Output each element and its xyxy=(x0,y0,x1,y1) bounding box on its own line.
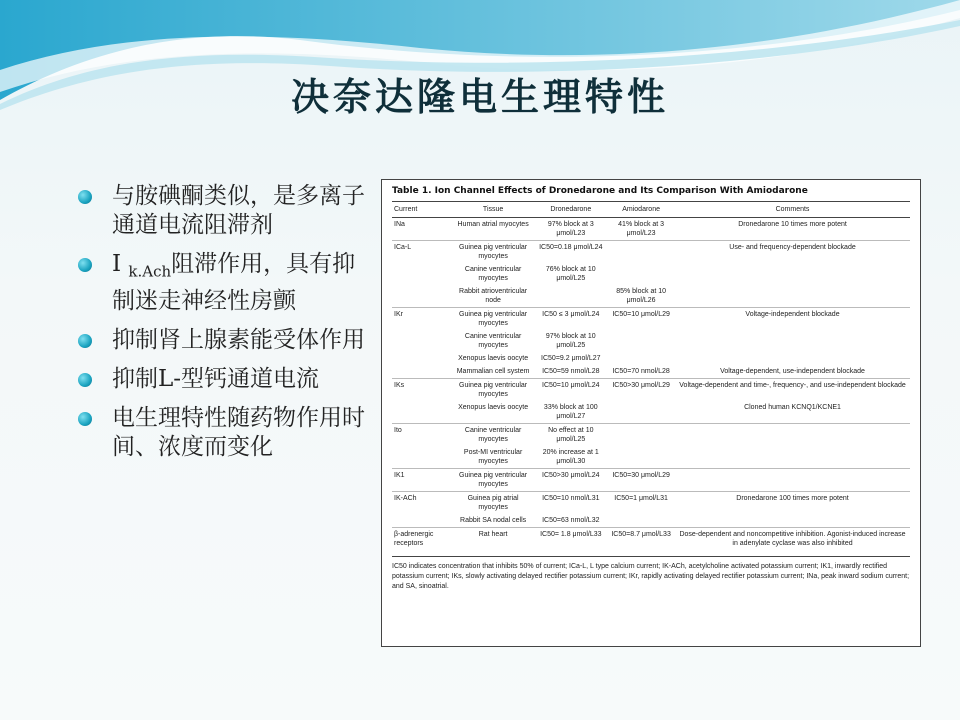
table-cell: IC50=1 μmol/L31 xyxy=(607,492,675,515)
table-row xyxy=(392,528,910,551)
table-row xyxy=(392,308,910,331)
table-row xyxy=(392,514,910,528)
table-cell: 33% block at 100 μmol/L27 xyxy=(543,404,598,420)
table-row xyxy=(392,263,910,285)
table-cell: Mammalian cell system xyxy=(456,368,530,375)
table-cell: Dronedarone 100 times more potent xyxy=(675,492,910,515)
table-cell: Post-MI ventricular myocytes xyxy=(463,449,523,465)
table-row xyxy=(392,492,910,515)
table-cell xyxy=(675,514,910,528)
table-row xyxy=(392,241,910,264)
bullet-item: 抑制肾上腺素能受体作用 xyxy=(78,326,368,355)
table-cell xyxy=(675,424,910,447)
table-cell xyxy=(392,263,452,285)
table-header-row xyxy=(392,202,910,218)
table-cell xyxy=(607,241,675,264)
table-cell: Voltage-dependent and time-, frequency-, and use-independent blockade xyxy=(675,379,910,402)
table-cell xyxy=(392,285,452,308)
table-cell: IC50=59 nmol/L28 xyxy=(542,368,600,375)
table-cell: Guinea pig ventricular myocytes xyxy=(452,308,535,331)
table-cell: β-adrenergic receptors xyxy=(392,528,452,551)
table-cell: 85% block at 10 μmol/L26 xyxy=(616,288,667,304)
table-row xyxy=(392,285,910,308)
table-cell: INa xyxy=(394,221,405,228)
table-row xyxy=(392,365,910,379)
table-cell xyxy=(607,352,675,365)
table-row xyxy=(392,446,910,469)
table-cell: Dose-dependent and noncompetitive inhibition. Agonist-induced increase in adenylate cyclase was also inhibited xyxy=(675,528,910,551)
bullet-list xyxy=(78,182,368,472)
table-cell xyxy=(607,263,675,285)
table-cell: IC50=0.18 μmol/L24 xyxy=(534,241,607,264)
table-cell xyxy=(607,401,675,424)
table-cell: Rabbit atrioventricular node xyxy=(459,288,528,304)
table-header-cell: Dronedarone xyxy=(534,202,607,218)
table-cell xyxy=(392,514,452,528)
table-cell: IC50=70 nmol/L28 xyxy=(612,368,670,375)
table-cell: Human atrial myocytes xyxy=(457,221,529,228)
table-cell: IC50 ≤ 3 μmol/L24 xyxy=(534,308,607,331)
bullet-dot-icon xyxy=(78,373,92,387)
table-cell: Canine ventricular myocytes xyxy=(464,266,522,282)
bullet-dot-icon xyxy=(78,190,92,204)
slide-title: 决奈达隆电生理特性 xyxy=(290,74,669,119)
table-cell xyxy=(675,330,910,352)
table-body xyxy=(392,218,910,551)
table-cell: IC50= 1.8 μmol/L33 xyxy=(534,528,607,551)
table-cell: No effect at 10 μmol/L25 xyxy=(534,424,607,447)
table-cell: Voltage-independent blockade xyxy=(675,308,910,331)
table-cell xyxy=(607,514,675,528)
table-cell xyxy=(534,285,607,308)
table-caption: Table 1. Ion Channel Effects of Dronedarone and Its Comparison With Amiodarone xyxy=(392,186,910,202)
table-cell: Ito xyxy=(392,424,452,447)
table-cell: IK-ACh xyxy=(392,492,452,515)
table-header-cell: Tissue xyxy=(452,202,535,218)
table-cell: 20% increase at 1 μmol/L30 xyxy=(542,449,599,465)
table-cell: ICa-L xyxy=(392,241,452,264)
table-cell: IC50=10 μmol/L29 xyxy=(607,308,675,331)
table-row xyxy=(392,330,910,352)
bullet-item: 与胺碘酮类似，是多离子通道电流阻滞剂 xyxy=(78,182,368,240)
bullet-item: I $_{k.Ach}$阻滞作用，具有抑制迷走神经性房颤 xyxy=(78,250,368,316)
table-row xyxy=(392,218,910,241)
table-cell: Rabbit SA nodal cells xyxy=(460,517,527,524)
table-cell: IC50=8.7 μmol/L33 xyxy=(607,528,675,551)
table-cell: Cloned human KCNQ1/KCNE1 xyxy=(744,404,841,411)
table-cell xyxy=(675,263,910,285)
table-footnote: IC50 indicates concentration that inhibits 50% of current; ICa-L, L type calcium current; IK-ACh, acetylcholine activated potassium current; IK1, inwardly rectified potassium current; IKs, slowly activating delayed rectifier potassium current; IKr, rapidly activating delayed rectifier potassium current; INa, peak inward sodium current; and SA, sinoatrial. xyxy=(392,556,910,592)
table-cell: IK1 xyxy=(392,469,452,492)
table-cell xyxy=(607,330,675,352)
table-cell: Xenopus laevis oocyte xyxy=(458,404,529,411)
table-cell xyxy=(675,469,910,492)
bullet-dot-icon xyxy=(78,412,92,426)
table-cell: Guinea pig atrial myocytes xyxy=(452,492,535,515)
table-cell: IKr xyxy=(392,308,452,331)
table-row xyxy=(392,469,910,492)
table-cell: Guinea pig ventricular myocytes xyxy=(452,469,535,492)
table-header-cell: Comments xyxy=(675,202,910,218)
table-row xyxy=(392,352,910,365)
table-cell: Canine ventricular myocytes xyxy=(452,424,535,447)
table-cell: IC50=9.2 μmol/L27 xyxy=(541,355,601,362)
table-cell: Use- and frequency-dependent blockade xyxy=(675,241,910,264)
table-cell xyxy=(675,446,910,469)
table-header-cell: Amiodarone xyxy=(607,202,675,218)
table-cell: IC50=63 nmol/L32 xyxy=(542,517,600,524)
table-cell xyxy=(392,352,452,365)
table-header-cell: Current xyxy=(392,202,452,218)
table-cell xyxy=(607,446,675,469)
table-cell: IC50>30 μmol/L29 xyxy=(607,379,675,402)
table-cell: IC50>30 μmol/L24 xyxy=(534,469,607,492)
bullet-item: 抑制L-型钙通道电流 xyxy=(78,365,368,394)
table-row xyxy=(392,401,910,424)
table-cell: Xenopus laevis oocyte xyxy=(458,355,529,362)
table-cell: IKs xyxy=(392,379,452,402)
table-cell: 76% block at 10 μmol/L25 xyxy=(545,266,596,282)
table-cell: IC50=10 nmol/L31 xyxy=(534,492,607,515)
table-cell xyxy=(392,365,452,379)
table-cell xyxy=(675,352,910,365)
table-cell: Guinea pig ventricular myocytes xyxy=(452,379,535,402)
table-cell: 97% block at 3 μmol/L23 xyxy=(547,221,594,237)
table-cell xyxy=(675,285,910,308)
table-cell xyxy=(392,401,452,424)
table-cell: 97% block at 10 μmol/L25 xyxy=(545,333,596,349)
table-cell: IC50=30 μmol/L29 xyxy=(607,469,675,492)
table-cell xyxy=(607,424,675,447)
bullet-dot-icon xyxy=(78,258,92,272)
ion-channel-table-figure xyxy=(381,179,921,647)
table-cell: Dronedarone 10 times more potent xyxy=(738,221,847,228)
bullet-item: 电生理特性随药物作用时间、浓度而变化 xyxy=(78,404,368,462)
table-cell: Rat heart xyxy=(452,528,535,551)
table-cell: 41% block at 3 μmol/L23 xyxy=(618,221,665,237)
table-cell: Guinea pig ventricular myocytes xyxy=(452,241,535,264)
table-cell: IC50=10 μmol/L24 xyxy=(534,379,607,402)
table-cell xyxy=(392,330,452,352)
ion-channel-table xyxy=(392,202,910,550)
table-cell xyxy=(392,446,452,469)
bullet-dot-icon xyxy=(78,334,92,348)
table-cell: Canine ventricular myocytes xyxy=(464,333,522,349)
table-row xyxy=(392,379,910,402)
table-row xyxy=(392,424,910,447)
table-cell: Voltage-dependent, use-independent blockade xyxy=(720,368,865,375)
